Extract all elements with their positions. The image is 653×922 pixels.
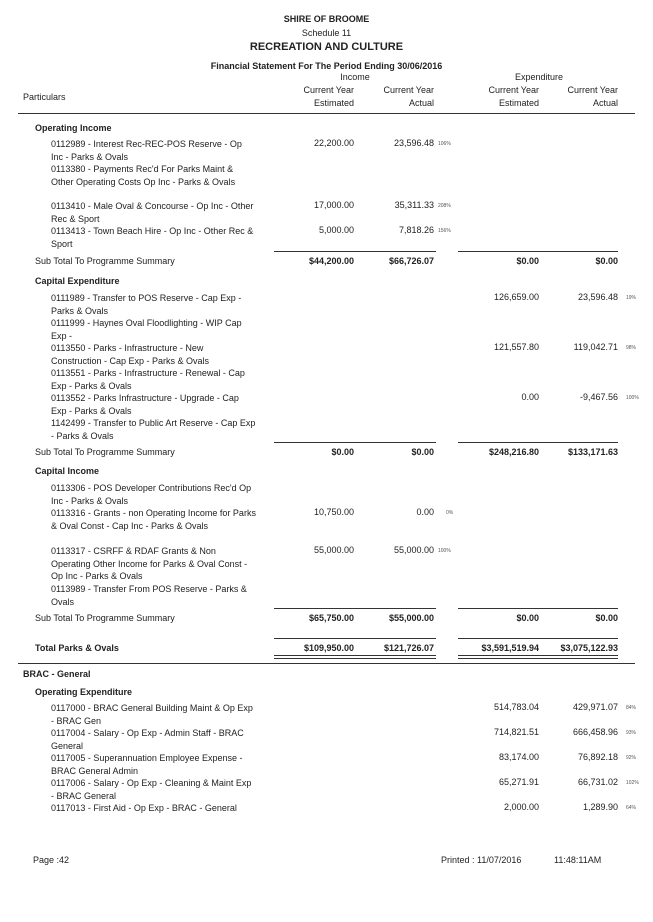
pct-value: 208% xyxy=(438,203,451,209)
total-income-est: $109,950.00 xyxy=(303,643,354,653)
header-rule xyxy=(18,113,635,114)
pct-value: 0% xyxy=(446,510,454,516)
income-est-value: 10,750.00 xyxy=(313,507,354,517)
pct-value: 93% xyxy=(626,730,637,736)
income-act-col-1: Current Year xyxy=(383,85,434,95)
op-income-heading: Operating Income xyxy=(35,123,112,133)
total-exp-act: $3,075,122.93 xyxy=(560,643,618,653)
subtotal-rule xyxy=(458,608,618,609)
particulars-header: Particulars xyxy=(23,92,66,102)
list-item: 0111989 - Transfer to POS Reserve - Cap Exp - Parks & Ovals xyxy=(51,293,242,316)
list-item: 0117006 - Salary - Op Exp - Cleaning & Maint Exp - BRAC General xyxy=(51,778,252,801)
exp-est-value: 126,659.00 xyxy=(493,292,539,302)
income-header: Income xyxy=(340,72,370,82)
income-act-value: 35,311.33 xyxy=(394,200,434,210)
subtotal-exp-est: $0.00 xyxy=(516,613,539,623)
exp-est-value: 83,174.00 xyxy=(498,752,539,762)
subtotal-label: Sub Total To Programme Summary xyxy=(35,613,175,623)
list-item: 0113306 - POS Developer Contributions Rec'd Op Inc - Parks & Ovals xyxy=(51,483,252,506)
list-item: 0113410 - Male Oval & Concourse - Op Inc - Other Rec & Sport xyxy=(51,201,254,224)
income-est-value: 22,200.00 xyxy=(313,138,354,148)
list-item: 0117005 - Superannuation Employee Expense - BRAC General Admin xyxy=(51,753,243,776)
list-item: 0113316 - Grants - non Operating Income for Parks & Oval Const - Cap Inc - Parks & Ovals xyxy=(51,508,256,531)
schedule-label: Schedule 11 xyxy=(301,28,352,38)
subtotal-income-est: $44,200.00 xyxy=(308,256,354,266)
printed-date: Printed : 11/07/2016 xyxy=(441,855,522,865)
total-rule xyxy=(458,638,618,639)
exp-act-value: 1,289.90 xyxy=(582,802,618,812)
subtotal-exp-act: $0.00 xyxy=(595,256,618,266)
section-rule xyxy=(18,663,635,664)
income-est-col-1: Current Year xyxy=(303,85,354,95)
exp-est-col-1: Current Year xyxy=(488,85,539,95)
list-item: 0113552 - Parks Infrastructure - Upgrade - Cap Exp - Parks & Ovals xyxy=(51,393,239,416)
org-name: SHIRE OF BROOME xyxy=(283,14,370,24)
total-exp-est: $3,591,519.94 xyxy=(481,643,539,653)
pct-value: 84% xyxy=(626,705,637,711)
printed-time: 11:48:11AM xyxy=(554,855,602,865)
subtotal-label: Sub Total To Programme Summary xyxy=(35,447,175,457)
exp-act-value: 429,971.07 xyxy=(572,702,618,712)
subtotal-income-act: $0.00 xyxy=(411,447,434,457)
total-income-act: $121,726.07 xyxy=(383,643,434,653)
income-est-value: 17,000.00 xyxy=(313,200,354,210)
subtotal-rule xyxy=(274,608,436,609)
subtotal-exp-est: $0.00 xyxy=(516,256,539,266)
list-item: 0113413 - Town Beach Hire - Op Inc - Other Rec & Sport xyxy=(51,226,254,249)
list-item: 0113317 - CSRFF & RDAF Grants & Non Operating Other Income for Parks & Oval Const - Op Inc - Parks & Ovals xyxy=(51,546,248,581)
total-label: Total Parks & Ovals xyxy=(35,643,119,653)
pct-value: 106% xyxy=(438,141,451,147)
list-item: 0113380 - Payments Rec'd For Parks Maint & Other Operating Costs Op Inc - Parks & Ovals xyxy=(51,164,236,187)
pct-value: 156% xyxy=(438,228,451,234)
exp-est-value: 65,271.91 xyxy=(498,777,539,787)
cap-income-heading: Capital Income xyxy=(35,466,100,476)
list-item: 0113550 - Parks - Infrastructure - New Construction - Cap Exp - Parks & Ovals xyxy=(51,343,210,366)
exp-act-value: 666,458.96 xyxy=(572,727,618,737)
pct-value: 102% xyxy=(626,780,639,786)
subtotal-rule xyxy=(458,251,618,252)
expenditure-header: Expenditure xyxy=(514,72,564,82)
exp-act-value: 119,042.71 xyxy=(573,342,618,352)
exp-act-col-1: Current Year xyxy=(567,85,618,95)
exp-est-col-2: Estimated xyxy=(498,98,539,108)
pct-value: 92% xyxy=(626,755,637,761)
exp-act-col-2: Actual xyxy=(592,98,618,108)
exp-est-value: 514,783.04 xyxy=(493,702,539,712)
exp-est-value: 714,821.51 xyxy=(493,727,539,737)
pct-value: 100% xyxy=(438,548,451,554)
list-item: 1142499 - Transfer to Public Art Reserve - Cap Exp - Parks & Ovals xyxy=(51,418,256,441)
exp-est-value: 2,000.00 xyxy=(503,802,539,812)
list-item: 0111999 - Haynes Oval Floodlighting - WIP Cap Exp - xyxy=(51,318,242,341)
income-act-col-2: Actual xyxy=(408,98,434,108)
total-double-rule xyxy=(274,655,436,659)
list-item: 0113989 - Transfer From POS Reserve - Parks & Ovals xyxy=(51,584,247,607)
income-act-value: 55,000.00 xyxy=(393,545,434,555)
total-rule xyxy=(274,638,436,639)
cap-exp-heading: Capital Expenditure xyxy=(35,276,120,286)
list-item: 0117013 - First Aid - Op Exp - BRAC - General xyxy=(51,803,237,813)
subtotal-income-act: $55,000.00 xyxy=(388,613,434,623)
subtotal-exp-act: $0.00 xyxy=(595,613,618,623)
brac-heading: BRAC - General xyxy=(23,669,91,679)
subtotal-income-est: $65,750.00 xyxy=(308,613,354,623)
list-item: 0117004 - Salary - Op Exp - Admin Staff - BRAC General xyxy=(51,728,244,751)
list-item: 0113551 - Parks - Infrastructure - Renewal - Cap Exp - Parks & Ovals xyxy=(51,368,245,391)
subtotal-exp-est: $248,216.80 xyxy=(488,447,539,457)
income-est-value: 55,000.00 xyxy=(313,545,354,555)
exp-est-value: 0.00 xyxy=(521,392,539,402)
subtotal-rule xyxy=(274,442,436,443)
income-act-value: 23,596.48 xyxy=(393,138,434,148)
pct-value: 98% xyxy=(626,345,637,351)
brac-op-exp-heading: Operating Expenditure xyxy=(35,687,133,697)
total-double-rule xyxy=(458,655,618,659)
list-item: 0117000 - BRAC General Building Maint & Op Exp - BRAC Gen xyxy=(51,703,253,726)
pct-value: 19% xyxy=(626,295,637,301)
list-item: 0112989 - Interest Rec-REC-POS Reserve - Op Inc - Parks & Ovals xyxy=(51,139,242,162)
exp-act-value: 76,892.18 xyxy=(577,752,618,762)
subtotal-exp-act: $133,171.63 xyxy=(567,447,618,457)
exp-act-value: 23,596.48 xyxy=(577,292,618,302)
income-act-value: 0.00 xyxy=(416,507,434,517)
subtotal-label: Sub Total To Programme Summary xyxy=(35,256,175,266)
subtotal-rule xyxy=(458,442,618,443)
page-number: Page :42 xyxy=(33,855,70,865)
income-est-col-2: Estimated xyxy=(313,98,354,108)
income-est-value: 5,000.00 xyxy=(318,225,354,235)
exp-act-value: -9,467.56 xyxy=(579,392,618,402)
statement-subtitle: Financial Statement For The Period Ending 30/06/2016 xyxy=(210,61,443,71)
pct-value: 100% xyxy=(626,395,639,401)
subtotal-income-est: $0.00 xyxy=(331,447,354,457)
exp-act-value: 66,731.02 xyxy=(577,777,618,787)
subtotal-rule xyxy=(274,251,436,252)
subtotal-income-act: $66,726.07 xyxy=(388,256,434,266)
page-title: RECREATION AND CULTURE xyxy=(249,41,404,53)
pct-value: 64% xyxy=(626,805,637,811)
exp-est-value: 121,557.80 xyxy=(493,342,539,352)
income-act-value: 7,818.26 xyxy=(398,225,434,235)
